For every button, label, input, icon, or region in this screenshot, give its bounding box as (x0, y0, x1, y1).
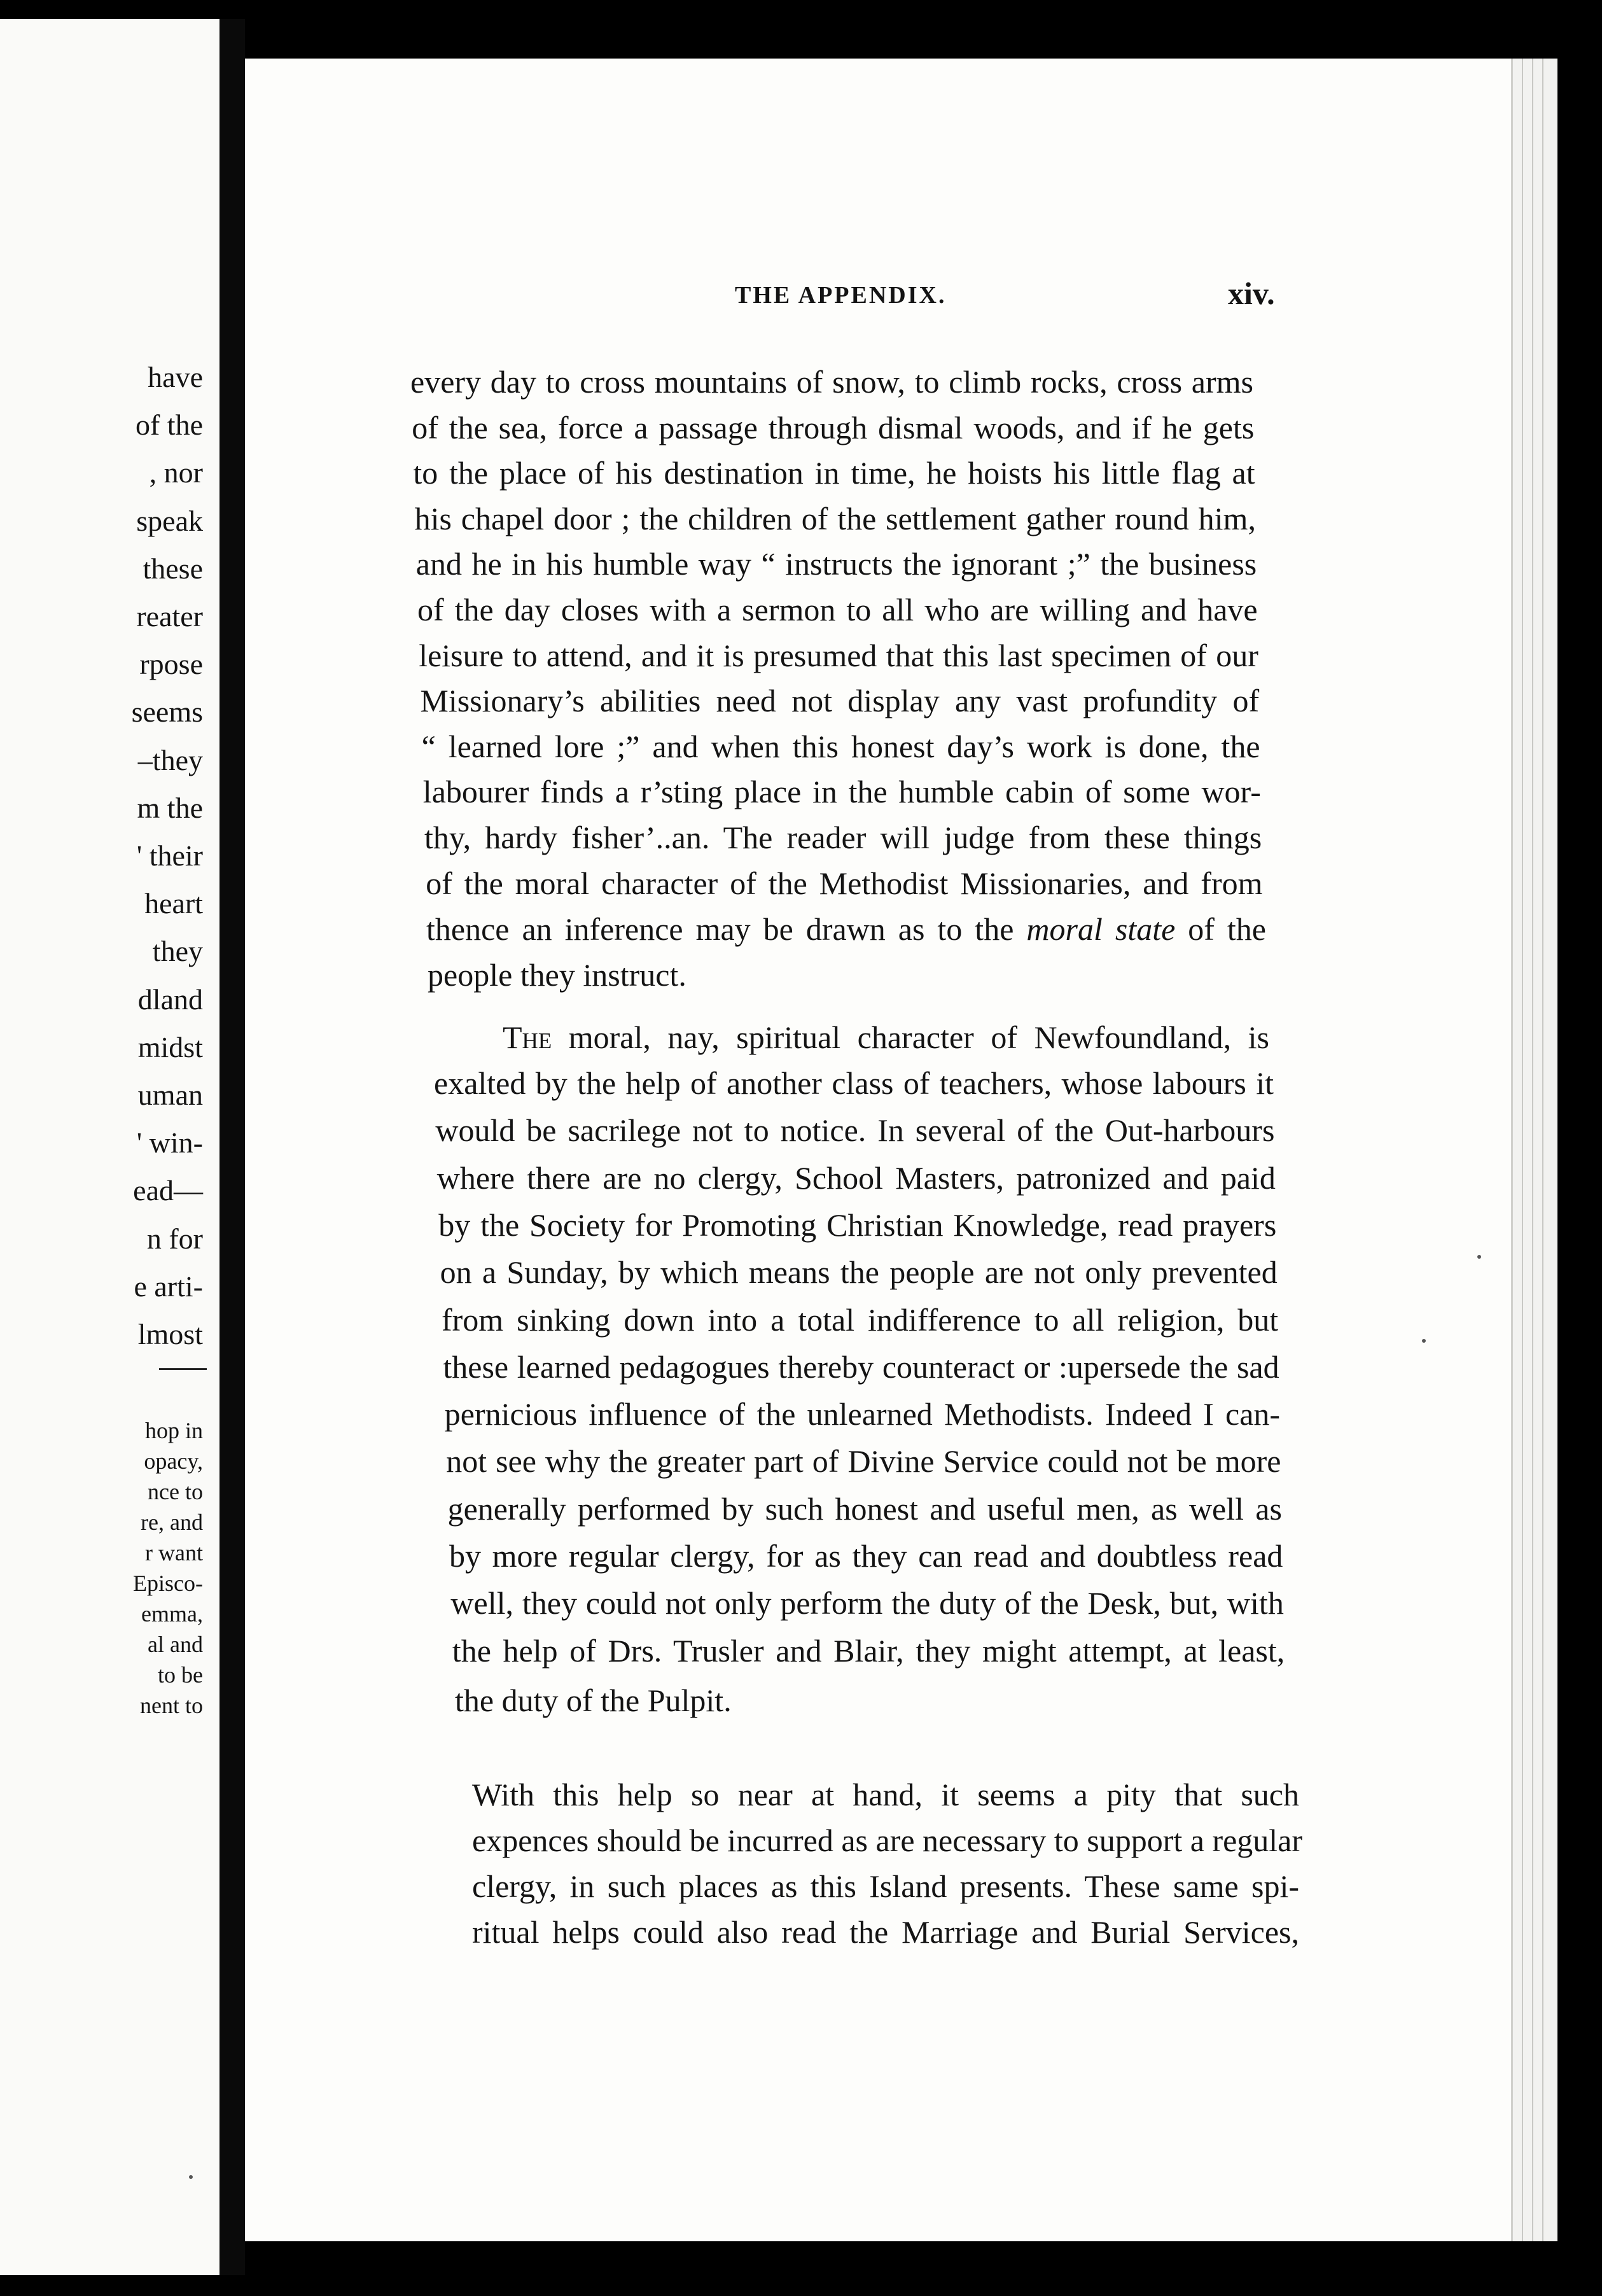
fragment-line: n for (146, 1222, 203, 1255)
fragment-line: e arti- (134, 1270, 203, 1303)
page-edge (1511, 59, 1557, 2241)
paragraph-line (426, 911, 1266, 947)
paragraph-line: generally performed by such honest and useful men, as well as (447, 1490, 1282, 1527)
paragraph-line: these learned pedagogues thereby counteract or :upersede the sad (443, 1348, 1279, 1385)
paragraph-line: thy, hardy fisher’..an. The reader will judge from these things (424, 820, 1262, 855)
fragment-line: ' their (136, 839, 203, 872)
paragraph-line: where there are no clergy, School Masters, patronized and paid (436, 1159, 1276, 1196)
fragment-line: lmost (137, 1318, 203, 1350)
paragraph-line: the duty of the Pulpit. (455, 1683, 732, 1718)
fragment-line: speak (136, 504, 203, 537)
fragment-footnote-line: opacy, (144, 1448, 203, 1474)
paragraph-line: of the sea, force a passage through dismal woods, and if he gets (412, 409, 1255, 445)
paragraph-line: pernicious influence of the unlearned Methodists. Indeed I can- (444, 1396, 1281, 1432)
paragraph-line: well, they could not only perform the duty of the Desk, but, with (450, 1585, 1284, 1621)
paragraph-line: on a Sunday, by which means the people are not only prevented (440, 1254, 1278, 1291)
running-head: THE APPENDIX. (735, 282, 947, 309)
fragment-footnote-line: to be (158, 1662, 203, 1688)
paragraph-line: by more regular clergy, for as they can read and doubtless read (449, 1538, 1283, 1574)
paragraph-line: and he in his humble way “ instructs the ignorant ;” the business (415, 546, 1257, 582)
paragraph-line: of the day closes with a sermon to all who are willing and have (417, 592, 1258, 627)
small-caps-opening: The (503, 1019, 552, 1055)
fragment-footnote-line: hop in (144, 1418, 203, 1443)
paragraph-line: the help of Drs. Trusler and Blair, they might attempt, at least, (452, 1632, 1285, 1669)
paragraph-line: would be sacrilege not to notice. In several of the Out-harbours (435, 1112, 1275, 1149)
paragraph-line: “ learned lore ;” and when this honest day’s work is done, the (421, 728, 1260, 764)
fragment-line: ' win- (136, 1126, 203, 1159)
fragment-line: –they (137, 743, 203, 776)
fragment-line: m the (137, 791, 203, 824)
fragment-footnote-line: r want (145, 1540, 203, 1565)
paragraph-line (503, 1019, 1269, 1055)
fragment-footnote-line: nent to (140, 1693, 203, 1718)
fragment-line: rpose (139, 648, 203, 681)
fragment-line: seems (131, 696, 203, 729)
paragraph-line: people they instruct. (428, 957, 686, 993)
paragraph-line: not see why the greater part of Divine Service could not be more (446, 1443, 1281, 1480)
paragraph-line: of the moral character of the Methodist Missionaries, and from (426, 865, 1263, 901)
paragraph-line: With this help so near at hand, it seems a pity that such (472, 1777, 1299, 1812)
line-text: of the (1175, 911, 1266, 947)
fragment-line: heart (144, 887, 203, 920)
line-text: moral, nay, spiritual character of Newfoundland, is (552, 1019, 1269, 1055)
paragraph-line: his chapel door ; the children of the settlement gather round him, (414, 500, 1256, 536)
fragment-line: of the (135, 409, 203, 442)
line-text: thence an inference may be drawn as to the (426, 911, 1027, 947)
print-speck (1477, 1255, 1481, 1259)
paragraph-line: to the place of his destination in time, he hoists his little flag at (413, 455, 1255, 491)
paragraph-line: leisure to attend, and it is presumed that this last specimen of our (419, 637, 1258, 673)
fragment-line: dland (137, 983, 203, 1016)
paragraph-line: every day to cross mountains of snow, to climb rocks, cross arms (410, 364, 1253, 400)
fragment-line: reater (136, 600, 203, 633)
fragment-line: they (152, 935, 203, 968)
fragment-line: ead— (133, 1174, 203, 1207)
book-gutter (219, 19, 245, 2275)
appendix-page (245, 59, 1511, 2241)
previous-page-fragment (0, 19, 219, 2275)
fragment-footnote-line: emma, (141, 1601, 203, 1627)
fragment-line: midst (137, 1030, 203, 1063)
fragment-line: have (148, 361, 203, 393)
paragraph-line: exalted by the help of another class of teachers, whose labours it (434, 1065, 1274, 1101)
page-number: xiv. (1228, 276, 1275, 311)
paragraph-line: ritual helps could also read the Marriage and Burial Services, (472, 1914, 1299, 1950)
emphasis-moral-state: moral state (1026, 911, 1176, 947)
fragment-line: , nor (149, 456, 203, 489)
fragment-line: these (143, 552, 203, 585)
fragment-footnote-line: Episco- (133, 1571, 203, 1596)
fragment-footnote-line: re, and (141, 1509, 203, 1535)
print-speck (1422, 1339, 1426, 1343)
paragraph-line: Missionary’s abilities need not display any vast profundity of (420, 683, 1260, 719)
paragraph-line: labourer finds a r’sting place in the humble cabin of some wor- (422, 774, 1261, 810)
paragraph-line: from sinking down into a total indifference to all religion, but (442, 1301, 1279, 1338)
paragraph-line: clergy, in such places as this Island presents. These same spi- (472, 1868, 1299, 1904)
fragment-line: uman (137, 1079, 203, 1111)
fragment-footnote-line: al and (148, 1632, 203, 1657)
footnote-rule (159, 1368, 207, 1370)
paragraph-line: by the Society for Promoting Christian Knowledge, read prayers (438, 1207, 1277, 1243)
paragraph-line: expences should be incurred as are necessary to support a regular (472, 1823, 1303, 1858)
fragment-footnote-line: nce to (148, 1479, 203, 1504)
print-speck (189, 2175, 193, 2179)
